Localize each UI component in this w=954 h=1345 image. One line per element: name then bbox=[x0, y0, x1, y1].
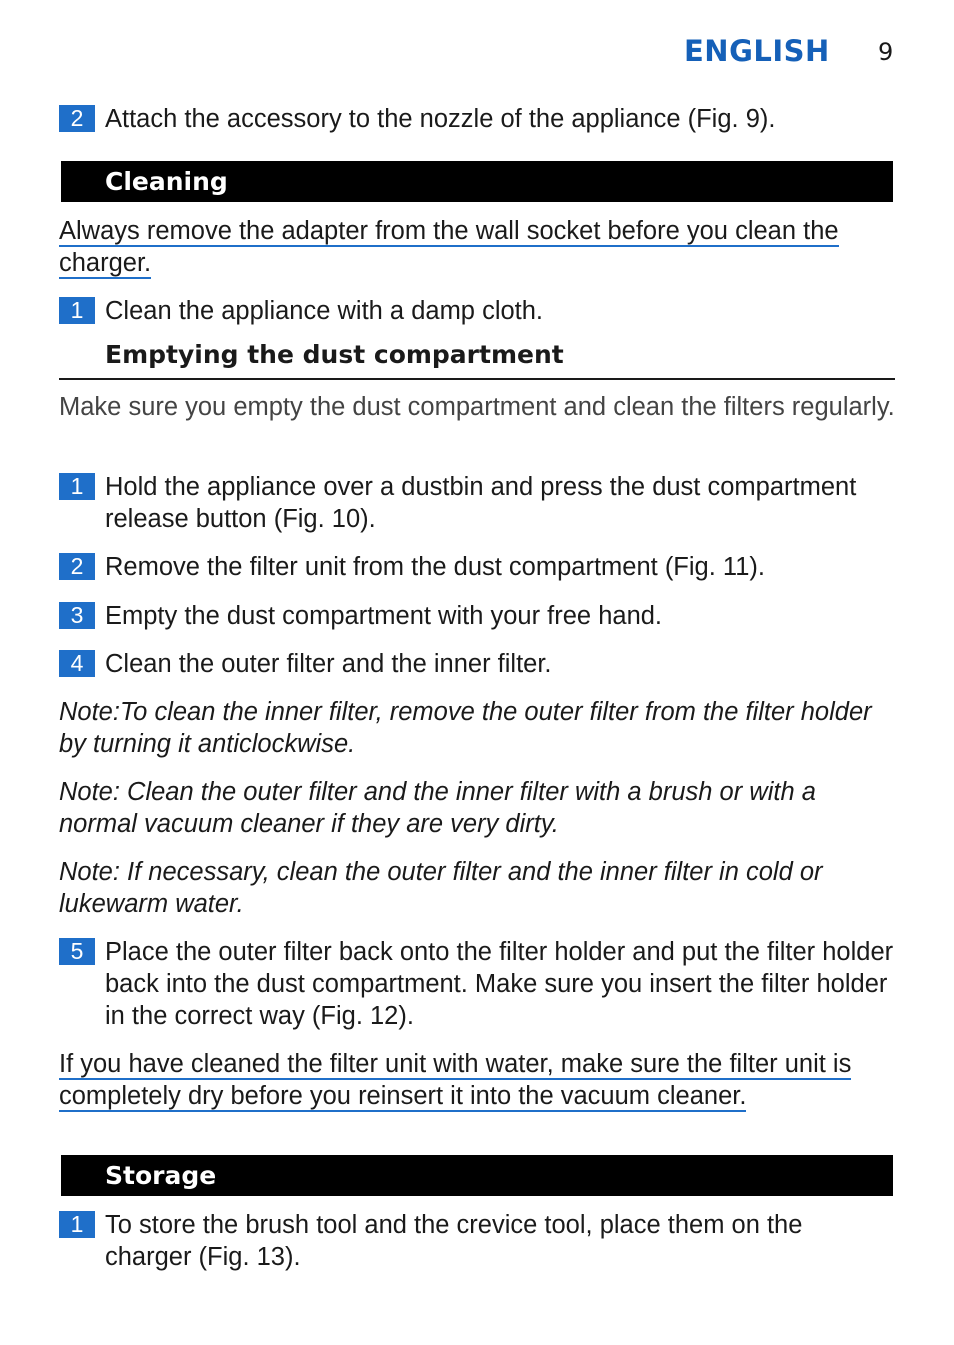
step-number-badge: 3 bbox=[59, 602, 95, 629]
step-number-badge: 1 bbox=[59, 473, 95, 500]
section-title: Storage bbox=[105, 1161, 217, 1190]
step-text: To store the brush tool and the crevice tool, place them on the charger (Fig. 13). bbox=[105, 1211, 803, 1271]
subheading-title: Emptying the dust compartment bbox=[105, 340, 564, 369]
step-text: Attach the accessory to the nozzle of the appliance (Fig. 9). bbox=[105, 105, 776, 133]
step-text: Clean the appliance with a damp cloth. bbox=[105, 297, 544, 325]
step-number-badge: 5 bbox=[59, 938, 95, 965]
step-number-badge: 1 bbox=[59, 1211, 95, 1238]
step-number-badge: 1 bbox=[59, 297, 95, 324]
step-number-badge: 4 bbox=[59, 650, 95, 677]
step-number-badge: 2 bbox=[59, 105, 95, 132]
page-number: 9 bbox=[878, 38, 894, 66]
section-bar-cleaning bbox=[61, 161, 893, 202]
emptying-intro: Make sure you empty the dust compartment and clean the filters regularly. bbox=[59, 393, 895, 421]
step-text: Place the outer filter back onto the filter holder and put the filter holder back into the dust compartment. Make sure you insert the filter holder in the correct way (Fig. 12). bbox=[105, 938, 894, 1030]
cleaning-warning bbox=[59, 215, 895, 279]
step-text: Hold the appliance over a dustbin and press the dust compartment release button (Fig. 10). bbox=[105, 473, 857, 533]
step-text: Remove the filter unit from the dust compartment (Fig. 11). bbox=[105, 553, 765, 581]
note: Note: Clean the outer filter and the inner filter with a brush or with a normal vacuum cleaner if they are very dirty. bbox=[59, 778, 816, 838]
warning-line: Always remove the adapter from the wall socket before you clean the bbox=[59, 217, 839, 245]
warning-line: If you have cleaned the filter unit with water, make sure the filter unit is bbox=[59, 1050, 852, 1078]
step-number-badge: 2 bbox=[59, 553, 95, 580]
warning-line: charger. bbox=[59, 249, 152, 277]
section-title: Cleaning bbox=[105, 167, 228, 196]
filter-warning bbox=[59, 1048, 895, 1112]
step-text: Clean the outer filter and the inner filter. bbox=[105, 650, 552, 678]
section-bar-storage bbox=[61, 1155, 893, 1196]
note: Note:To clean the inner filter, remove the outer filter from the filter holder by turning it anticlockwise. bbox=[59, 698, 872, 758]
warning-line: completely dry before you reinsert it into the vacuum cleaner. bbox=[59, 1082, 747, 1110]
language-heading: ENGLISH bbox=[684, 34, 830, 68]
note: Note: If necessary, clean the outer filter and the inner filter in cold or lukewarm water. bbox=[59, 858, 823, 918]
step-text: Empty the dust compartment with your free hand. bbox=[105, 602, 663, 630]
subheading-emptying bbox=[59, 337, 895, 380]
